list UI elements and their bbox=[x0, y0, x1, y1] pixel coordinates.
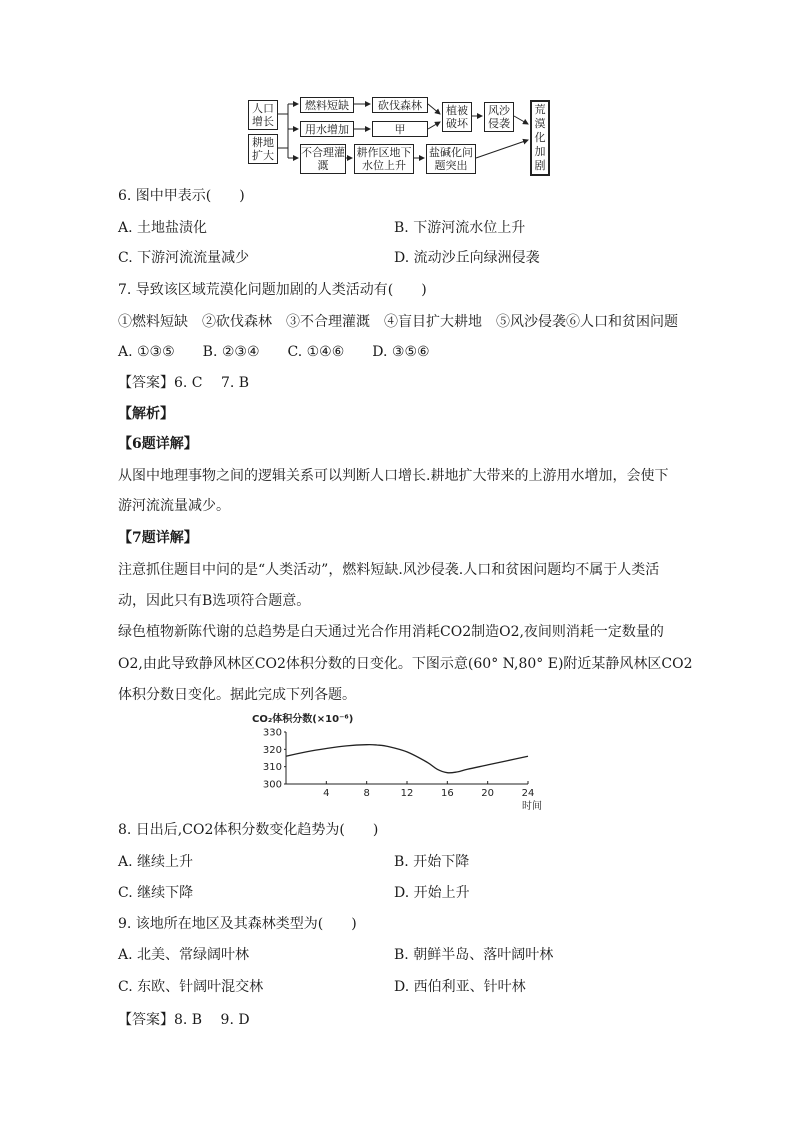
q6-option-d: D. 流动沙丘向绿洲侵袭 bbox=[394, 250, 540, 266]
node-population bbox=[248, 100, 278, 130]
q7-stem: 7. 导致该区域荒漠化问题加剧的人类活动有( ) bbox=[118, 282, 427, 298]
y-tick-label: 310 bbox=[262, 762, 282, 774]
q9-option-d: D. 西伯利亚、针叶林 bbox=[394, 979, 526, 995]
q6-detail-label: 【6题详解】 bbox=[118, 436, 198, 452]
node-jia bbox=[372, 121, 428, 137]
answer-6-7: 【答案】6. C 7. B bbox=[118, 375, 250, 391]
node-water-label: 用水增加 bbox=[305, 122, 349, 136]
node-jia-label: 甲 bbox=[394, 122, 406, 136]
x-tick-label: 16 bbox=[440, 788, 454, 799]
passage-line-2: O2,由此导致静风林区CO2体积分数的日变化。下图示意(60° N,80° E)附近某静风林区CO2 bbox=[118, 656, 693, 672]
node-irrigation-label: 不合理灌溉 bbox=[301, 146, 345, 172]
q8-option-b: B. 开始下降 bbox=[394, 854, 470, 870]
answer-8-9: 【答案】8. B 9. D bbox=[118, 1012, 250, 1028]
node-watertable bbox=[354, 144, 414, 174]
node-population-label: 人口增长 bbox=[252, 102, 274, 128]
x-tick-label: 4 bbox=[323, 788, 330, 799]
node-sand-label: 风沙侵袭 bbox=[488, 104, 510, 130]
q7-detail-label: 【7题详解】 bbox=[118, 530, 198, 546]
node-vegetation bbox=[442, 102, 472, 132]
q8-option-c: C. 继续下降 bbox=[118, 885, 194, 901]
node-vegetation-label: 植被破坏 bbox=[446, 104, 468, 130]
q6-stem: 6. 图中甲表示( ) bbox=[118, 188, 245, 204]
node-water bbox=[300, 121, 354, 137]
q6-option-a: A. 土地盐渍化 bbox=[118, 220, 208, 236]
co2-daily-chart bbox=[252, 712, 552, 812]
node-fuel-label: 燃料短缺 bbox=[305, 98, 349, 112]
x-tick-label: 12 bbox=[400, 788, 414, 799]
passage-line-3: 体积分数日变化。据此完成下列各题。 bbox=[118, 687, 356, 703]
node-farmland-label: 耕地扩大 bbox=[252, 136, 274, 162]
node-salinization-label: 盐碱化问题突出 bbox=[429, 146, 473, 172]
q8-option-a: A. 继续上升 bbox=[118, 854, 194, 870]
x-tick-label: 24 bbox=[521, 788, 535, 799]
node-fuel bbox=[300, 97, 354, 113]
q9-option-b: B. 朝鲜半岛、落叶阔叶林 bbox=[394, 947, 554, 963]
x-tick-label: 8 bbox=[363, 788, 370, 799]
node-desertification bbox=[530, 100, 550, 176]
q8-option-d: D. 开始上升 bbox=[394, 885, 470, 901]
node-watertable-label: 耕作区地下水位上升 bbox=[356, 146, 412, 172]
node-irrigation bbox=[300, 144, 346, 174]
co2-series-line bbox=[286, 745, 528, 773]
q7-items: ①燃料短缺 ②砍伐森林 ③不合理灌溉 ④盲目扩大耕地 ⑤风沙侵袭⑥人口和贫困问题 bbox=[118, 314, 678, 330]
node-sand bbox=[484, 102, 514, 132]
node-farmland bbox=[248, 134, 278, 164]
q6-detail-line-2: 游河流流量减少。 bbox=[118, 498, 230, 514]
q7-detail-line-1: 注意抓住题目中问的是“人类活动”，燃料短缺.风沙侵袭.人口和贫困问题均不属于人类活 bbox=[118, 562, 660, 578]
q6-option-c: C. 下游河流流量减少 bbox=[118, 250, 250, 266]
y-tick-label: 300 bbox=[262, 779, 282, 791]
q6-detail-line-1: 从图中地理事物之间的逻辑关系可以判断人口增长.耕地扩大带来的上游用水增加，会使下 bbox=[118, 468, 669, 484]
q7-options: A. ①③⑤ B. ②③④ C. ①④⑥ D. ③⑤⑥ bbox=[118, 344, 430, 360]
chart-title: CO₂体积分数(×10⁻⁶) bbox=[252, 714, 354, 725]
q9-stem: 9. 该地所在地区及其森林类型为( ) bbox=[118, 916, 357, 932]
y-tick-label: 330 bbox=[262, 727, 282, 739]
node-salinization bbox=[426, 144, 476, 174]
q9-option-a: A. 北美、常绿阔叶林 bbox=[118, 947, 250, 963]
node-deforest-label: 砍伐森林 bbox=[378, 98, 422, 112]
x-axis-label: 时间 bbox=[522, 801, 542, 812]
y-tick-label: 320 bbox=[262, 744, 282, 756]
q6-option-b: B. 下游河流水位上升 bbox=[394, 220, 526, 236]
q7-detail-line-2: 动，因此只有B选项符合题意。 bbox=[118, 593, 311, 609]
x-tick-label: 20 bbox=[481, 788, 495, 799]
q8-stem: 8. 日出后,CO2体积分数变化趋势为( ) bbox=[118, 822, 379, 838]
node-desertification-label: 荒漠化加剧 bbox=[534, 103, 546, 172]
analysis-label: 【解析】 bbox=[118, 406, 174, 422]
desertification-flow-diagram bbox=[244, 96, 554, 180]
passage-line-1: 绿色植物新陈代谢的总趋势是白天通过光合作用消耗CO2制造O2,夜间则消耗一定数量的 bbox=[118, 624, 664, 640]
node-deforest bbox=[372, 97, 428, 113]
q9-option-c: C. 东欧、针阔叶混交林 bbox=[118, 979, 264, 995]
